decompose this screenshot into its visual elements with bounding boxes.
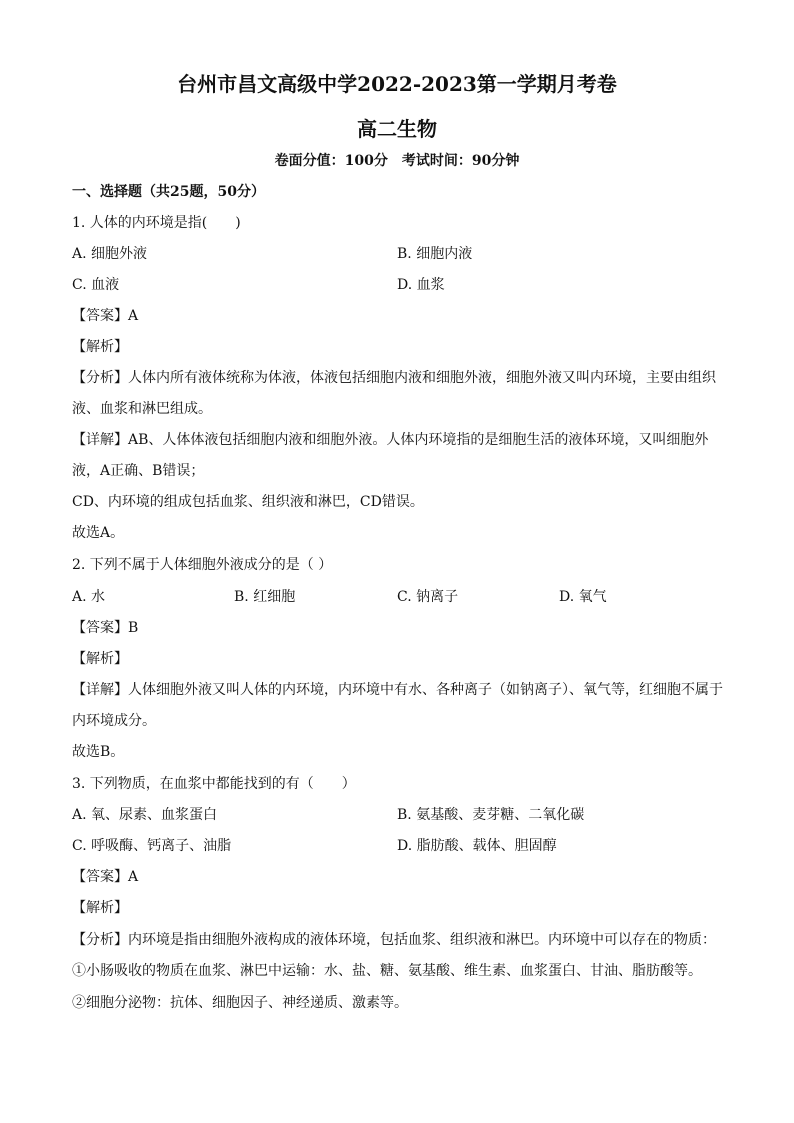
q3-option-a: A. 氧、尿素、血浆蛋白 bbox=[72, 807, 218, 823]
q3-fenxi-line-1: 【分析】内环境是指由细胞外液构成的液体环境，包括血浆、组织液和淋巴。内环境中可以存在的物质： bbox=[72, 932, 716, 948]
q1-option-c: C. 血液 bbox=[72, 277, 120, 293]
q2-xiangjie-line-2: 内环境成分。 bbox=[72, 713, 156, 729]
q1-option-d: D. 血浆 bbox=[397, 277, 445, 293]
q2-option-b: B. 红细胞 bbox=[234, 589, 296, 605]
q3-option-c: C. 呼吸酶、钙离子、油脂 bbox=[72, 838, 232, 854]
q2-answer: 【答案】B bbox=[72, 620, 139, 636]
q1-conclusion: 故选A。 bbox=[72, 525, 125, 541]
q3-option-b: B. 氨基酸、麦芽糖、二氧化碳 bbox=[397, 807, 585, 823]
q2-conclusion: 故选B。 bbox=[72, 744, 125, 760]
exam-meta: 卷面分值：100分 考试时间：90分钟 bbox=[274, 153, 520, 169]
q2-stem: 2. 下列不属于人体细胞外液成分的是（ ） bbox=[72, 557, 333, 573]
q1-option-b: B. 细胞内液 bbox=[397, 246, 473, 262]
q2-analysis-label: 【解析】 bbox=[72, 651, 128, 667]
q2-option-d: D. 氧气 bbox=[559, 589, 607, 605]
q1-answer: 【答案】A bbox=[72, 308, 139, 324]
q1-xiangjie-line-3: CD、内环境的组成包括血浆、组织液和淋巴，CD错误。 bbox=[72, 494, 424, 510]
q2-option-a: A. 水 bbox=[72, 589, 106, 605]
q1-xiangjie-line-1: 【详解】AB、人体体液包括细胞内液和细胞外液。人体内环境指的是细胞生活的液体环境，又叫细胞外 bbox=[72, 432, 709, 448]
q3-analysis-label: 【解析】 bbox=[72, 900, 128, 916]
q1-analysis-label: 【解析】 bbox=[72, 339, 128, 355]
q1-xiangjie-line-2: 液，A正确、B错误； bbox=[72, 463, 205, 479]
q2-xiangjie-line-1: 【详解】人体细胞外液又叫人体的内环境，内环境中有水、各种离子（如钠离子）、氧气等，红细胞不属于 bbox=[72, 682, 723, 698]
section-heading: 一、选择题（共25题，50分） bbox=[72, 184, 265, 200]
q3-option-d: D. 脂肪酸、载体、胆固醇 bbox=[397, 838, 557, 854]
q1-fenxi-line-1: 【分析】人体内所有液体统称为体液，体液包括细胞内液和细胞外液，细胞外液又叫内环境，主要由组织 bbox=[72, 370, 716, 386]
q2-option-c: C. 钠离子 bbox=[397, 589, 459, 605]
q3-stem: 3. 下列物质，在血浆中都能找到的有（ ） bbox=[72, 776, 356, 792]
q3-item-2: ②细胞分泌物：抗体、细胞因子、神经递质、激素等。 bbox=[72, 995, 408, 1011]
subject-title: 高二生物 bbox=[357, 117, 437, 141]
exam-title: 台州市昌文高级中学2022-2023第一学期月考卷 bbox=[177, 72, 617, 96]
q1-fenxi-line-2: 液、血浆和淋巴组成。 bbox=[72, 401, 212, 417]
q3-item-1: ①小肠吸收的物质在血浆、淋巴中运输：水、盐、糖、氨基酸、维生素、血浆蛋白、甘油、脂肪酸等。 bbox=[72, 963, 702, 979]
q1-stem: 1. 人体的内环境是指( ) bbox=[72, 215, 241, 231]
q1-option-a: A. 细胞外液 bbox=[72, 246, 148, 262]
q3-answer: 【答案】A bbox=[72, 869, 139, 885]
